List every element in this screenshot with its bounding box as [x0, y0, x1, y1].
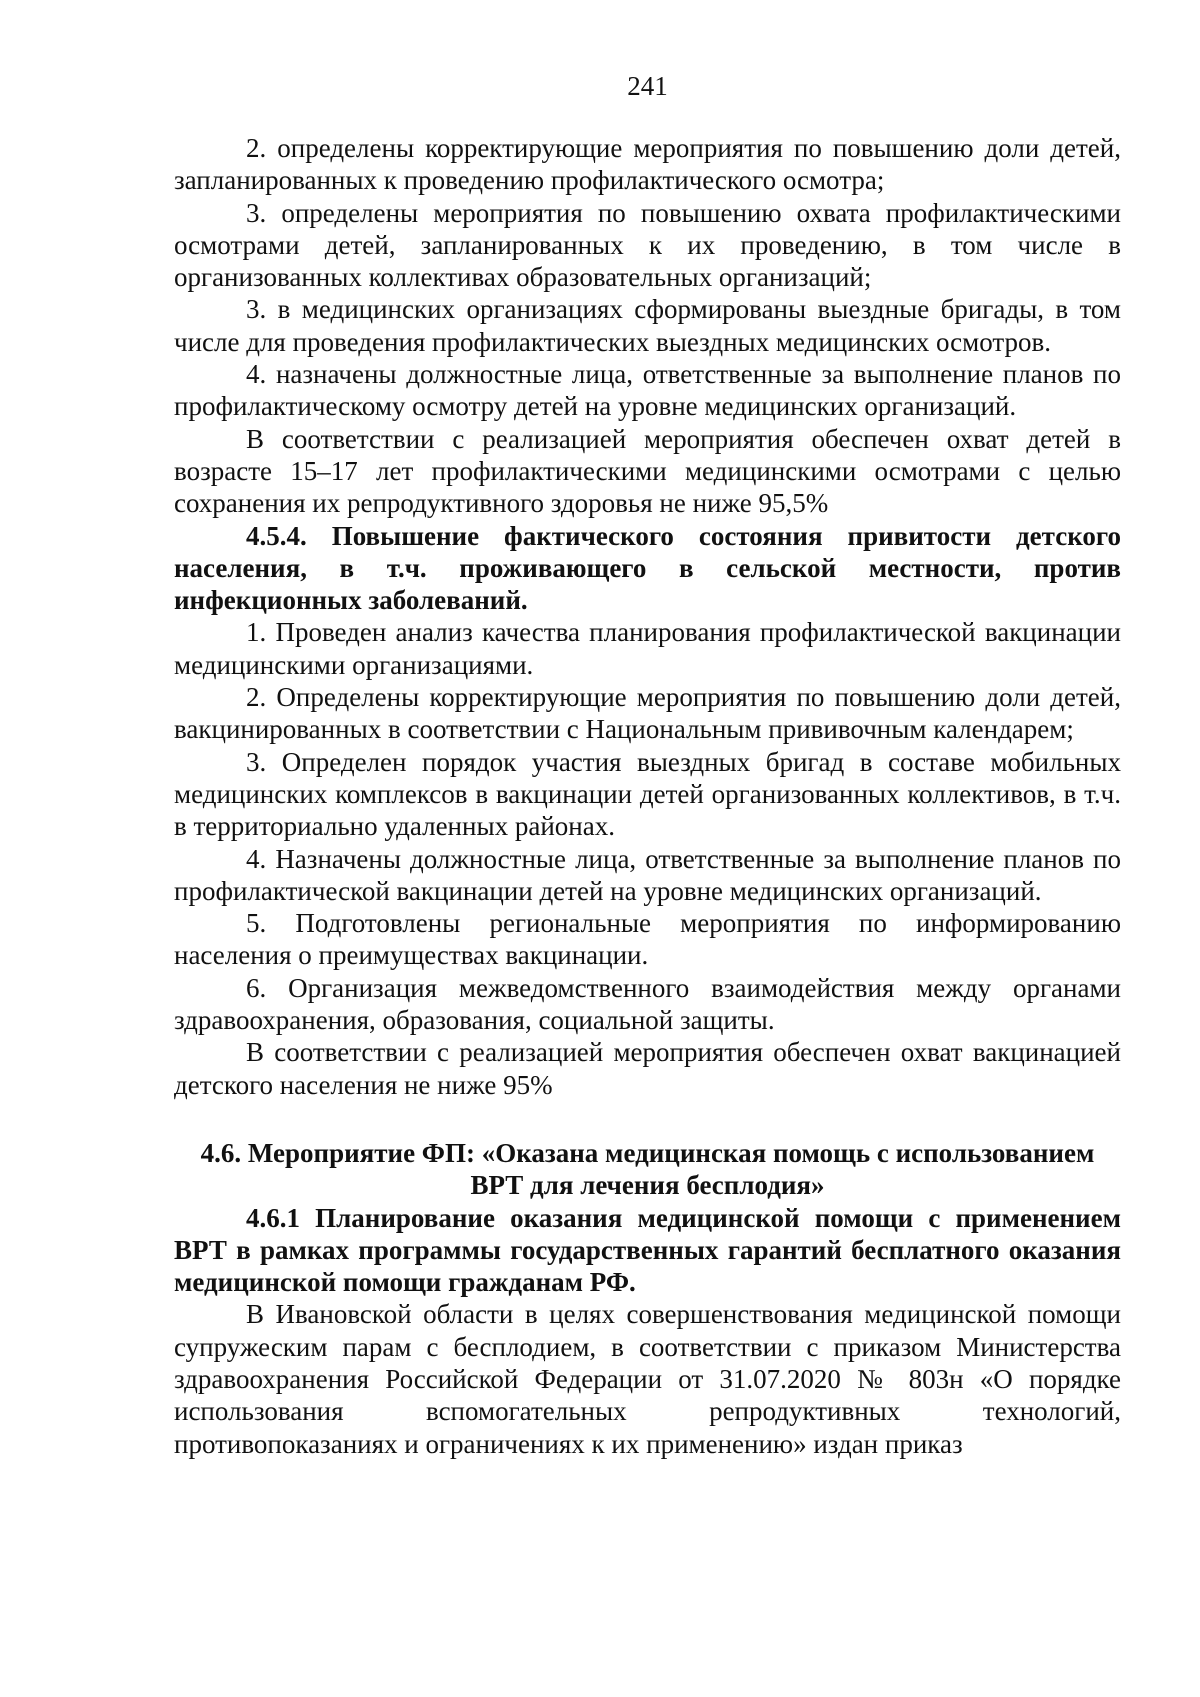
vaccination-item-5: 5. Подготовлены региональные мероприятия по информированию населения о преимуществах вакцинации.: [174, 908, 1121, 971]
paragraph-result-screening: В соответствии с реализацией мероприятия обеспечен охват детей в возрасте 15–17 лет профилактическими медицинскими осмотрами с целью сохранения их репродуктивного здоровья не ниже 95,5%: [174, 423, 1121, 519]
section-title-line-1: 4.6. Мероприятие ФП: «Оказана медицинская помощь с использованием: [200, 1137, 1095, 1168]
paragraph-result-vaccination: В соответствии с реализацией мероприятия обеспечен охват вакцинацией детского населения не ниже 95%: [174, 1037, 1121, 1100]
vaccination-item-2: 2. Определены корректирующие мероприятия по повышению доли детей, вакцинированных в соответствии с Национальным прививочным календарем;: [174, 682, 1121, 745]
vaccination-item-3: 3. Определен порядок участия выездных бригад в составе мобильных медицинских комплексов в вакцинации детей организованных коллективов, в т.ч. в территориально удаленных районах.: [174, 746, 1121, 842]
paragraph-item-4: 4. назначены должностные лица, ответственные за выполнение планов по профилактическому осмотру детей на уровне медицинских организаций.: [174, 359, 1121, 422]
heading-4-5-4: 4.5.4. Повышение фактического состояния привитости детского населения, в т.ч. проживающего в сельской местности, против инфекционных заболеваний.: [174, 520, 1121, 616]
section-title-line-2: ВРТ для лечения бесплодия»: [470, 1170, 825, 1201]
paragraph-item-3b: 3. в медицинских организациях сформированы выездные бригады, в том числе для проведения профилактических выездных медицинских осмотров.: [174, 294, 1121, 357]
paragraph-item-3a: 3. определены мероприятия по повышению охвата профилактическими осмотрами детей, запланированных к их проведению, в том числе в организованных коллективах образовательных организаций;: [174, 197, 1121, 293]
vaccination-item-4: 4. Назначены должностные лица, ответственные за выполнение планов по профилактической вакцинации детей на уровне медицинских организаций.: [174, 843, 1121, 906]
page-number: 241: [627, 71, 668, 101]
section-title-4-6: [174, 1137, 1121, 1202]
paragraph-ivanovo: В Ивановской области в целях совершенствования медицинской помощи супружеским парам с бесплодием, в соответствии с приказом Министерства здравоохранения Российской Федерации от 31.07.2020 № 803н «О порядке использования вспомогательных репродуктивных технологий, противопоказаниях и ограничениях к их применению» издан приказ: [174, 1299, 1121, 1459]
paragraph-item-2: 2. определены корректирующие мероприятия по повышению доли детей, запланированных к проведению профилактического осмотра;: [174, 133, 1121, 196]
document-page: [174, 70, 1121, 1460]
vaccination-item-6: 6. Организация межведомственного взаимодействия между органами здравоохранения, образования, социальной защиты.: [174, 972, 1121, 1036]
heading-4-6-1: 4.6.1 Планирование оказания медицинской помощи с применением ВРТ в рамках программы государственных гарантий бесплатного оказания медицинской помощи гражданам РФ.: [174, 1202, 1121, 1298]
vaccination-item-1: 1. Проведен анализ качества планирования профилактической вакцинации медицинскими организациями.: [174, 617, 1121, 680]
